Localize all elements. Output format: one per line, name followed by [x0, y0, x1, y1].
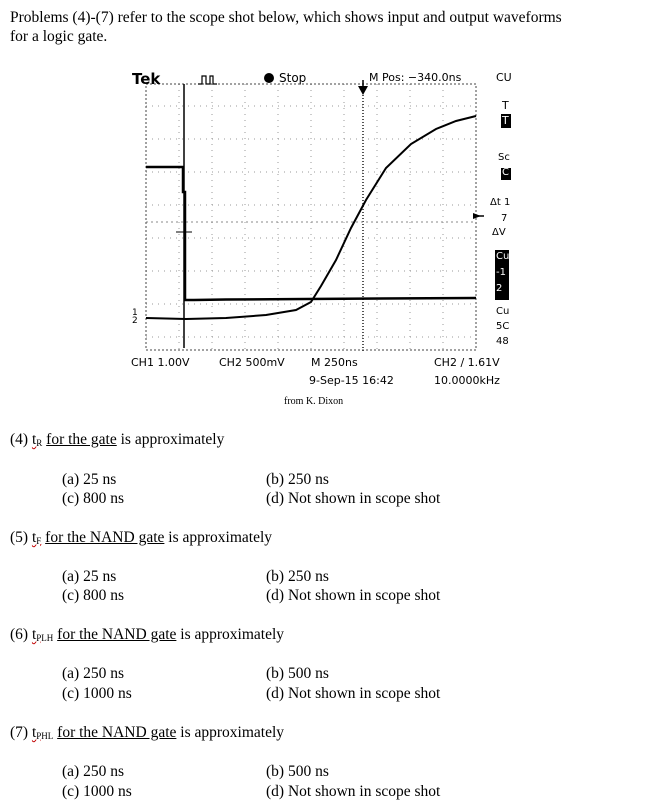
q5-option-d[interactable]: (d) Not shown in scope shot — [266, 587, 441, 604]
scope-display — [126, 64, 526, 394]
symbol: $t_{PLH}$ — [31, 626, 54, 643]
symbol: $t_{PHL}$ — [31, 724, 54, 741]
q4-option-c[interactable]: (c) 800 ns — [62, 490, 124, 507]
acquisition-icon — [198, 76, 217, 84]
q6-option-b[interactable]: (b) 500 ns — [266, 665, 329, 682]
q7-option-d[interactable]: (d) Not shown in scope shot — [266, 783, 441, 800]
trigger-readout: CH2 ∕ 1.61V — [434, 356, 500, 369]
question-5 — [10, 528, 272, 551]
question-qualifier: for the NAND gate — [45, 529, 165, 546]
q7-option-b[interactable]: (b) 500 ns — [266, 763, 329, 780]
side-panel-11: Cu — [496, 306, 510, 317]
stop-indicator-icon — [264, 73, 274, 83]
question-number: (6) — [10, 626, 29, 643]
scope-screenshot — [126, 64, 526, 394]
q5-option-b[interactable]: (b) 250 ns — [266, 568, 329, 585]
ch2-marker: 2 — [132, 316, 138, 326]
ch1-marker: 1 — [132, 308, 138, 318]
q4-option-d[interactable]: (d) Not shown in scope shot — [266, 490, 441, 507]
q5-option-c[interactable]: (c) 800 ns — [62, 587, 124, 604]
side-panel-1: T — [502, 99, 509, 112]
question-tail: is approximately — [180, 626, 285, 643]
symbol: $t_R$ — [31, 431, 43, 448]
side-panel-4: C — [502, 167, 509, 178]
ch1-scale: CH1 1.00V — [131, 356, 190, 369]
scope-brand: Tek — [132, 70, 161, 88]
q5-option-a[interactable]: (a) 25 ns — [62, 568, 117, 585]
intro-line-1: Problems (4)-(7) refer to the scope shot below, which shows input and output waveforms — [10, 9, 562, 26]
question-4 — [10, 430, 224, 453]
frequency-readout: 10.0000kHz — [434, 374, 500, 387]
run-state: Stop — [279, 71, 307, 85]
question-7 — [10, 723, 284, 746]
q6-option-d[interactable]: (d) Not shown in scope shot — [266, 685, 441, 702]
q6-option-c[interactable]: (c) 1000 ns — [62, 685, 132, 702]
q7-option-a[interactable]: (a) 250 ns — [62, 763, 124, 780]
q6-option-a[interactable]: (a) 250 ns — [62, 665, 124, 682]
question-qualifier: for the gate — [46, 431, 117, 448]
ch2-scale: CH2 500mV — [219, 356, 285, 369]
side-panel-2: T — [502, 114, 509, 127]
symbol: $t_F$ — [31, 529, 42, 546]
date-stamp: 9-Sep-15 16:42 — [309, 374, 394, 387]
q4-option-b[interactable]: (b) 250 ns — [266, 471, 329, 488]
side-panel-3: Sc — [498, 152, 510, 163]
timebase: M 250ns — [311, 356, 358, 369]
graticule — [146, 84, 476, 349]
intro-line-2: for a logic gate. — [10, 28, 108, 45]
side-panel-13: 48 — [496, 336, 509, 347]
right-header: CU — [496, 71, 512, 84]
side-panel-8: Cu — [496, 251, 510, 262]
question-number: (4) — [10, 431, 29, 448]
m-pos-label: M Pos: −340.0ns — [369, 71, 462, 84]
question-number: (7) — [10, 724, 29, 741]
question-tail: is approximately — [120, 431, 225, 448]
question-number: (5) — [10, 529, 29, 546]
side-panel-7: ΔV — [492, 227, 506, 238]
question-qualifier: for the NAND gate — [57, 724, 177, 741]
question-6 — [10, 625, 284, 648]
question-qualifier: for the NAND gate — [57, 626, 177, 643]
question-tail: is approximately — [180, 724, 285, 741]
side-panel-6: 7 — [501, 213, 508, 224]
question-tail: is approximately — [168, 529, 273, 546]
side-panel-5: Δt 1 — [490, 197, 511, 208]
q4-option-a[interactable]: (a) 25 ns — [62, 471, 117, 488]
side-panel-9: -1 — [496, 267, 506, 278]
q7-option-c[interactable]: (c) 1000 ns — [62, 783, 132, 800]
image-credit: from K. Dixon — [284, 396, 344, 407]
side-panel-12: 5C — [496, 321, 510, 332]
side-panel-10: 2 — [496, 283, 503, 294]
